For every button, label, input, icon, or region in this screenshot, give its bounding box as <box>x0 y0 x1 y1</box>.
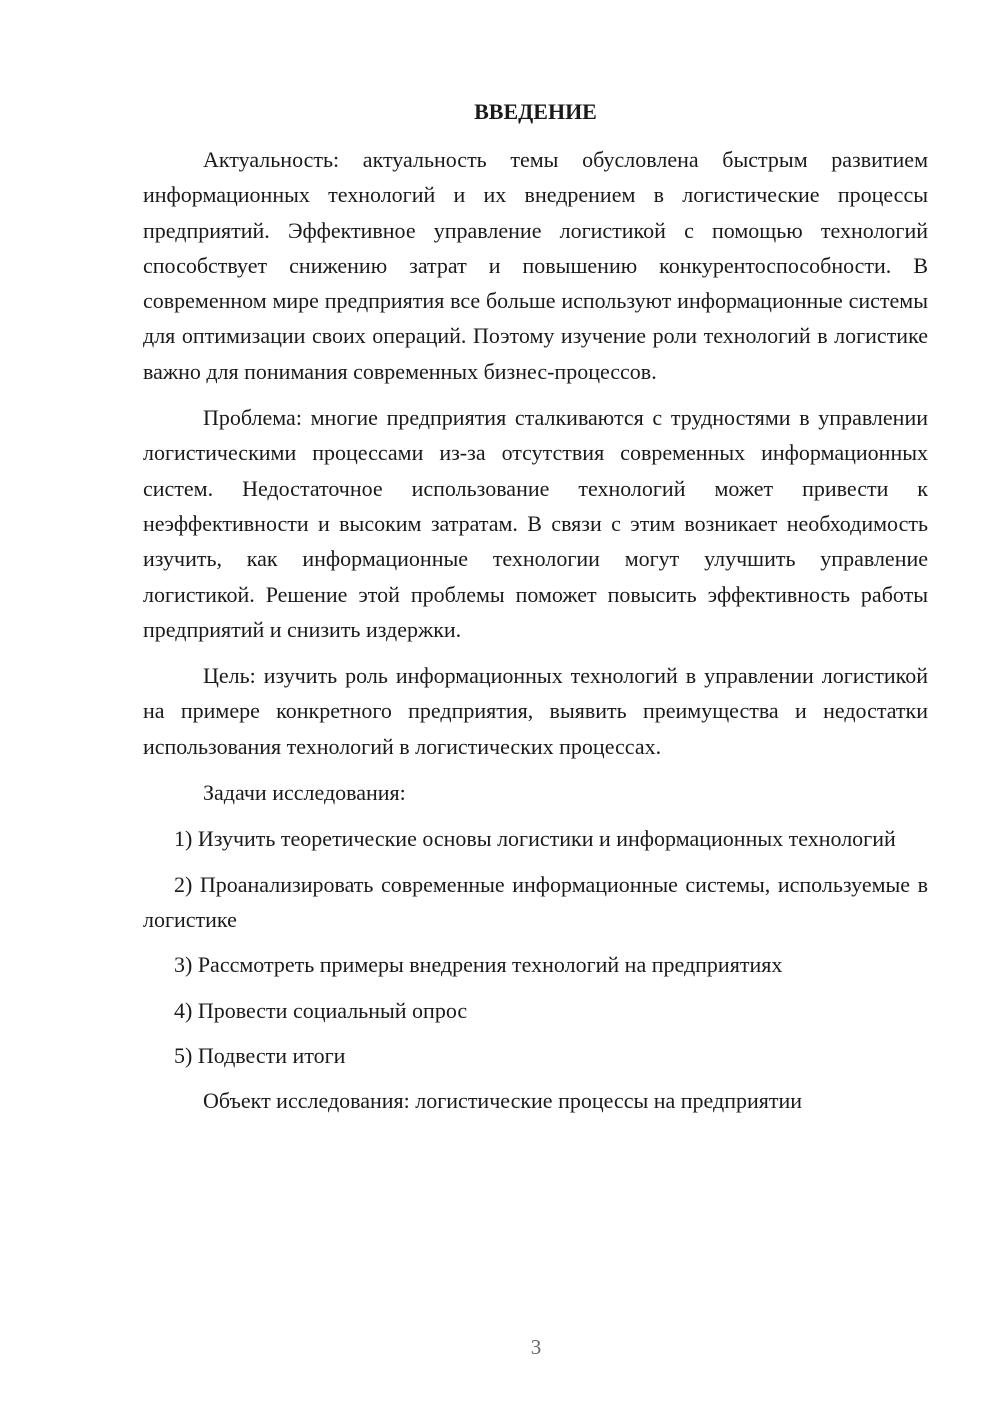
object-paragraph: Объект исследования: логистические процессы на предприятии <box>203 1088 803 1114</box>
tasks-intro: Задачи исследования: <box>203 780 406 806</box>
task-item-4: 4) Провести социальный опрос <box>174 997 468 1023</box>
relevance-paragraph: Актуальность: актуальность темы обусловлена быстрым развитием информационных технологий и их внедрением в логистические процессы предприятий. Эффективное управление логистикой с помощью технологий способствует снижению затрат и повышению конкурентоспособности. В современном мире предприятия все больше используют информационные системы для оптимизации своих операций. Поэтому изучение роли технологий в логистике важно для понимания современных бизнес-процессов. <box>143 147 928 384</box>
page-number: 3 <box>530 1335 542 1359</box>
page-content <box>143 94 928 1129</box>
goal-paragraph: Цель: изучить роль информационных технологий в управлении логистикой на примере конкретного предприятия, выявить преимущества и недостатки использования технологий в логистических процессах. <box>143 663 928 759</box>
task-item-5: 5) Подвести итоги <box>174 1042 346 1068</box>
task-item-1: 1) Изучить теоретические основы логистики и информационных технологий <box>174 826 896 852</box>
section-heading: ВВЕДЕНИЕ <box>474 99 597 124</box>
task-item-3: 3) Рассмотреть примеры внедрения технологий на предприятиях <box>174 952 783 978</box>
problem-paragraph: Проблема: многие предприятия сталкиваются с трудностями в управлении логистическими процессами из-за отсутствия современных информационных систем. Недостаточное использование технологий может привести к неэффективности и высоким затратам. В связи с этим возникает необходимость изучить, как информационные технологии могут улучшить управление логистикой. Решение этой проблемы поможет повысить эффективность работы предприятий и снизить издержки. <box>143 405 928 642</box>
task-item-2: 2) Проанализировать современные информационные системы, используемые в логистике <box>143 871 928 932</box>
